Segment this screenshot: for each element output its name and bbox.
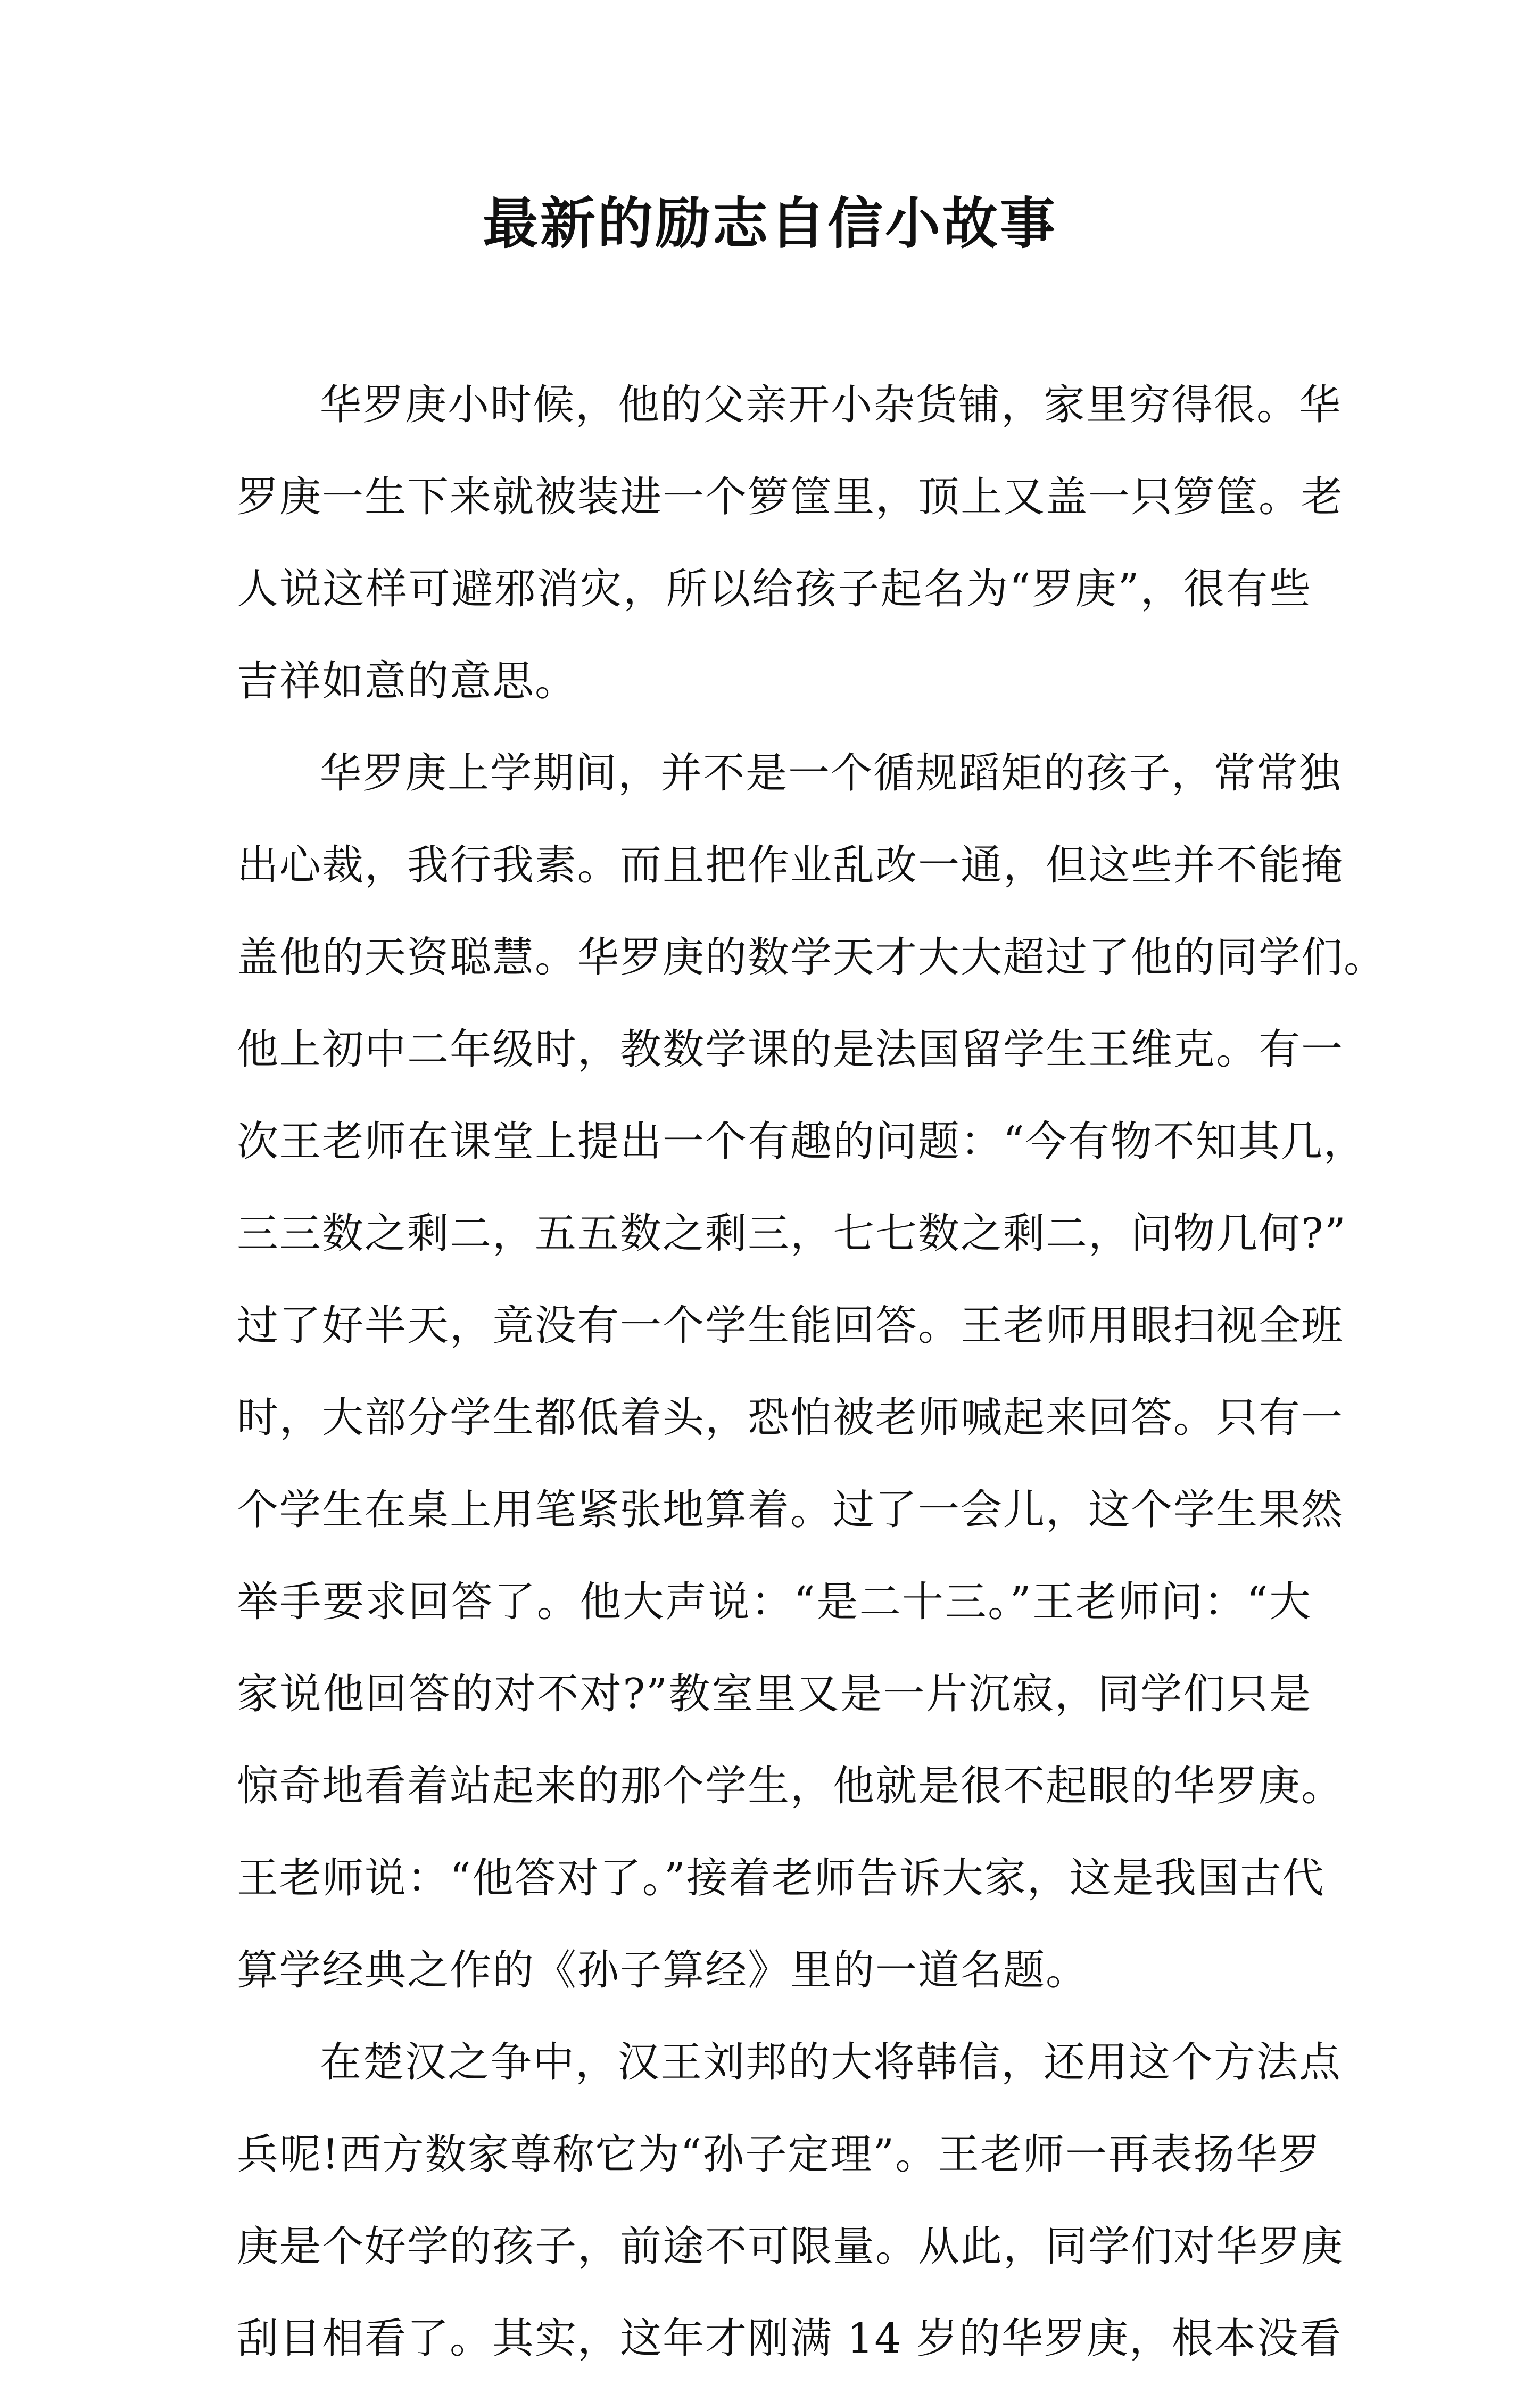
text-line: 盖他的天资聪慧。华罗庚的数学天才大大超过了他的同学们。 bbox=[237, 934, 1387, 981]
text-line: 王老师说：“他答对了。”接着老师告诉大家，这是我国古代 bbox=[237, 1854, 1325, 1902]
text-line: 过了好半天，竟没有一个学生能回答。王老师用眼扫视全班 bbox=[237, 1302, 1344, 1350]
text-line: 出心裁，我行我素。而且把作业乱改一通，但这些并不能掩 bbox=[237, 841, 1344, 889]
text-line: 次王老师在课堂上提出一个有趣的问题：“今有物不知其几， bbox=[237, 1118, 1366, 1166]
text-line: 华罗庚上学期间，并不是一个循规蹈矩的孩子，常常独 bbox=[320, 749, 1342, 797]
text-line: 刮目相看了。其实，这年才刚满 14 岁的华罗庚，根本没看 bbox=[237, 2315, 1342, 2363]
text-line: 庚是个好学的孩子，前途不可限量。从此，同学们对华罗庚 bbox=[237, 2223, 1344, 2271]
document-body bbox=[237, 359, 1387, 2385]
text-line: 吉祥如意的意思。 bbox=[237, 657, 578, 705]
text-line: 兵呢!西方数家尊称它为“孙子定理”。王老师一再表扬华罗 bbox=[237, 2131, 1321, 2178]
text-line: 时，大部分学生都低着头，恐怕被老师喊起来回答。只有一 bbox=[237, 1394, 1344, 1442]
text-line: 罗庚一生下来就被装进一个箩筐里，顶上又盖一只箩筐。老 bbox=[237, 473, 1344, 521]
text-line: 在楚汉之争中，汉王刘邦的大将韩信，还用这个方法点 bbox=[320, 2039, 1342, 2086]
text-line: 华罗庚小时候，他的父亲开小杂货铺，家里穷得很。华 bbox=[320, 381, 1342, 429]
text-line: 家说他回答的对不对?”教室里又是一片沉寂，同学们只是 bbox=[237, 1670, 1312, 1718]
document-title: 最新的励志自信小故事 bbox=[482, 191, 1057, 256]
text-line: 个学生在桌上用笔紧张地算着。过了一会儿，这个学生果然 bbox=[237, 1486, 1344, 1534]
text-line: 算学经典之作的《孙子算经》里的一道名题。 bbox=[237, 1946, 1089, 1994]
text-line: 惊奇地看着站起来的那个学生，他就是很不起眼的华罗庚。 bbox=[237, 1762, 1344, 1810]
text-line: 人说这样可避邪消灾，所以给孩子起名为“罗庚”，很有些 bbox=[237, 565, 1312, 613]
text-line: 三三数之剩二，五五数之剩三，七七数之剩二，问物几何?” bbox=[237, 1210, 1347, 1258]
text-line: 举手要求回答了。他大声说：“是二十三。”王老师问：“大 bbox=[237, 1578, 1312, 1626]
text-line: 他上初中二年级时，教数学课的是法国留学生王维克。有一 bbox=[237, 1026, 1344, 1074]
